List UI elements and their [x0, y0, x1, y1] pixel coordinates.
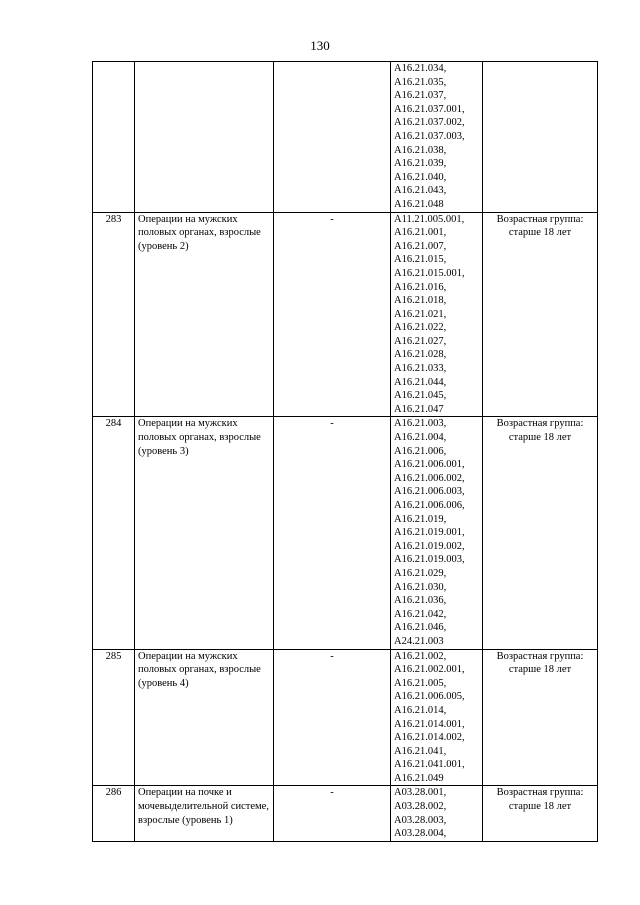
service-code: A16.21.041.001, [394, 759, 465, 771]
group-name-cell: Операции на мужских половых органах, взрослые (уровень 3) [135, 417, 274, 649]
service-code: A03.28.002, [394, 801, 447, 813]
mkb-code-cell: - [274, 417, 391, 649]
table-row [93, 649, 598, 786]
extra-criteria-cell: Возрастная группа: старше 18 лет [483, 649, 598, 786]
service-code: A16.21.002.001, [394, 664, 465, 676]
mkb-code-cell: - [274, 649, 391, 786]
service-code: A16.21.001, [394, 227, 447, 239]
service-code: A03.28.004, [394, 828, 447, 840]
row-number-cell [93, 62, 135, 213]
service-code: A16.21.037, [394, 90, 447, 102]
service-code: A16.21.006, [394, 445, 447, 457]
service-code: A16.21.005, [394, 677, 447, 689]
service-code: A16.21.006.005, [394, 691, 465, 703]
service-code: A16.21.041, [394, 745, 447, 757]
extra-criteria-cell [483, 62, 598, 213]
service-code: A16.21.019, [394, 513, 447, 525]
service-codes-cell [391, 786, 483, 841]
row-number-cell: 284 [93, 417, 135, 649]
row-number-cell: 285 [93, 649, 135, 786]
table-row [93, 62, 598, 213]
service-code: A16.21.030, [394, 581, 447, 593]
service-codes-cell [391, 417, 483, 649]
service-code: A16.21.014, [394, 704, 447, 716]
service-code: A16.21.006.001, [394, 459, 465, 471]
service-code: A16.21.038, [394, 144, 447, 156]
service-code: A16.21.018, [394, 295, 447, 307]
service-code: A16.21.039, [394, 158, 447, 170]
service-code: A03.28.001, [394, 787, 447, 799]
service-code: A16.21.019.003, [394, 554, 465, 566]
service-code: A03.28.003, [394, 814, 447, 826]
service-code: A16.21.034, [394, 63, 447, 74]
service-code: A16.21.002, [394, 650, 447, 662]
service-code: A16.21.042, [394, 608, 447, 620]
service-code: A16.21.019.001, [394, 527, 465, 539]
service-code: A16.21.037.001, [394, 103, 465, 115]
service-code: A16.21.006.006, [394, 500, 465, 511]
table-row [93, 786, 598, 841]
service-code: A16.21.046, [394, 622, 447, 634]
service-code: A16.21.014.002, [394, 732, 465, 744]
service-codes-cell [391, 212, 483, 417]
service-code: A16.21.040, [394, 171, 447, 183]
service-code: A16.21.045, [394, 390, 447, 402]
service-code: A16.21.048 [394, 198, 444, 210]
group-name-cell: Операции на мужских половых органах, взрослые (уровень 4) [135, 649, 274, 786]
service-code: A16.21.019.002, [394, 540, 465, 552]
extra-criteria-cell: Возрастная группа: старше 18 лет [483, 212, 598, 417]
table-row [93, 417, 598, 649]
service-code: A16.21.003, [394, 418, 447, 430]
extra-criteria-cell: Возрастная группа: старше 18 лет [483, 786, 598, 841]
service-code: A16.21.006.003, [394, 486, 465, 498]
group-name-cell: Операции на почке и мочевыделительной системе, взрослые (уровень 1) [135, 786, 274, 841]
service-code: A16.21.027, [394, 335, 447, 347]
service-code: A16.21.029, [394, 567, 447, 579]
service-code: A16.21.037.002, [394, 117, 465, 129]
mkb-code-cell: - [274, 212, 391, 417]
service-code: A16.21.036, [394, 595, 447, 607]
service-codes-cell [391, 62, 483, 213]
service-code: A16.21.033, [394, 363, 447, 375]
group-name-cell: Операции на мужских половых органах, взрослые (уровень 2) [135, 212, 274, 417]
service-codes-cell [391, 649, 483, 786]
extra-criteria-cell: Возрастная группа: старше 18 лет [483, 417, 598, 649]
group-name-cell [135, 62, 274, 213]
service-code: A11.21.005.001, [394, 213, 465, 225]
service-code: A16.21.006.002, [394, 472, 465, 484]
page-number: 130 [310, 38, 330, 53]
row-number-cell: 283 [93, 212, 135, 417]
service-code: A16.21.007, [394, 240, 447, 252]
service-code: A16.21.037.003, [394, 130, 465, 142]
service-code: A16.21.015.001, [394, 267, 465, 279]
service-code: A16.21.004, [394, 432, 447, 444]
mkb-code-cell: - [274, 786, 391, 841]
service-code: A16.21.049 [394, 772, 444, 784]
service-code: A16.21.047 [394, 403, 444, 415]
table-body [93, 62, 598, 842]
service-code: A16.21.016, [394, 281, 447, 293]
service-code: A16.21.035, [394, 76, 447, 88]
table-row [93, 212, 598, 417]
row-number-cell: 286 [93, 786, 135, 841]
service-code: A16.21.022, [394, 322, 447, 334]
service-code: A16.21.028, [394, 349, 447, 361]
operations-table [92, 61, 598, 842]
service-code: A24.21.003 [394, 635, 444, 647]
service-code: A16.21.021, [394, 308, 447, 320]
service-code: A16.21.044, [394, 376, 447, 388]
service-code: A16.21.014.001, [394, 718, 465, 730]
service-code: A16.21.015, [394, 254, 447, 266]
mkb-code-cell [274, 62, 391, 213]
service-code: A16.21.043, [394, 185, 447, 197]
